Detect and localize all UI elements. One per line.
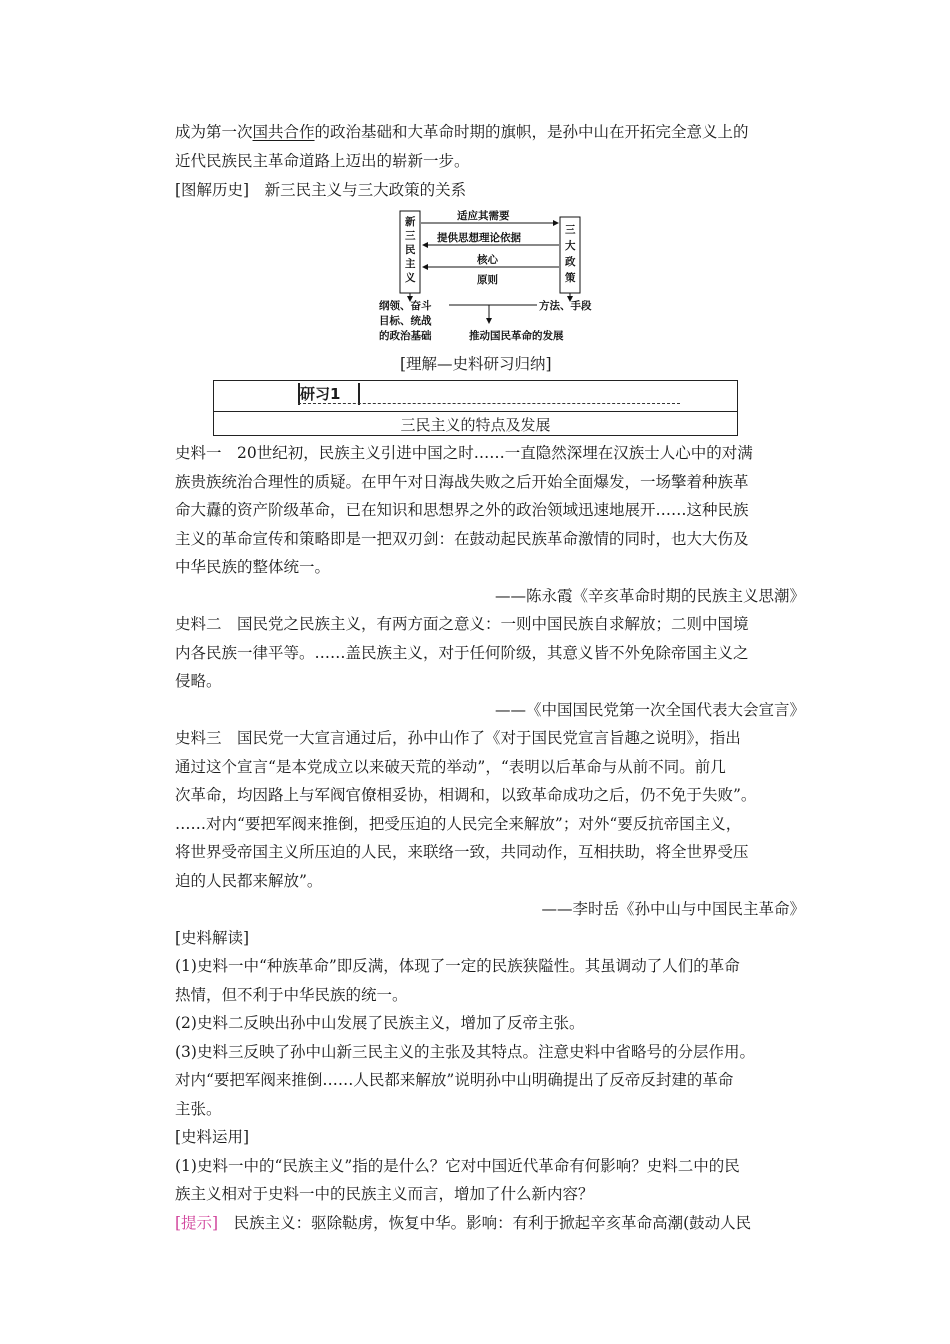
hint-line — [175, 1213, 751, 1233]
left-bottom-2: 的政治基础 — [379, 330, 432, 342]
material3-line: 迫的人民都来解放”。 — [175, 872, 323, 890]
right-char-1: 大 — [565, 240, 576, 252]
application-line: (1)史料一中的“民族主义”指的是什么？它对中国近代革命有何影响？史料二中的民 — [175, 1157, 740, 1175]
material1-line: 族贵族统治合理性的质疑。在甲午对日海战失败之后开始全面爆发，一场擎着种族革 — [175, 473, 749, 491]
intro-line-2: 近代民族民主革命道路上迈出的崭新一步。 — [175, 152, 470, 170]
section-tag: 研习1 — [300, 385, 341, 403]
material1-line: 史料一 20世纪初，民族主义引进中国之时……一直隐然深埋在汉族士人心中的对满 — [175, 444, 753, 462]
left-char-4: 义 — [405, 272, 416, 284]
section-divider — [214, 411, 737, 412]
left-box-label — [405, 215, 416, 284]
interpretation-line: (2)史料二反映出孙中山发展了民族主义，增加了反帝主张。 — [175, 1014, 585, 1032]
center-bottom: 推动国民革命的发展 — [469, 330, 564, 342]
application-line: 族主义相对于史料一中的民族主义而言，增加了什么新内容？ — [175, 1185, 594, 1203]
interpretation-line: 对内“要把军阀来推倒……人民都来解放”说明孙中山明确提出了反帝反封建的革命 — [175, 1071, 734, 1089]
relation-diagram — [375, 205, 615, 355]
arrow-label-0: 适应其需要 — [457, 210, 510, 222]
material1-source: ——陈永霞《辛亥革命时期的民族主义思潮》 — [494, 587, 805, 605]
material2-source: ——《中国国民党第一次全国代表大会宣言》 — [494, 701, 805, 719]
material3-line: 通过这个宣言“是本党成立以来破天荒的举动”，“表明以后革命与从前不同。前几 — [175, 758, 726, 776]
tag-bar-right — [358, 383, 360, 405]
underlined-term: 国共合作 — [252, 123, 315, 141]
arrow-label-2: 核心 — [477, 254, 498, 266]
left-char-3: 主 — [405, 258, 416, 270]
understanding-heading: [理解—史料研习归纳] — [400, 355, 552, 373]
diagram-heading: [图解历史] 新三民主义与三大政策的关系 — [175, 181, 467, 199]
material1-line: 命大纛的资产阶级革命，已在知识和思想界之外的政治领域迅速地展开……这种民族 — [175, 501, 749, 519]
left-bottom-0: 纲领、奋斗 — [379, 300, 432, 312]
interpretation-line: 热情，但不利于中华民族的统一。 — [175, 986, 408, 1004]
left-char-2: 民 — [405, 244, 416, 256]
material3-source: ——李时岳《孙中山与中国民主革命》 — [541, 900, 805, 918]
left-char-1: 三 — [405, 230, 416, 242]
application-heading: [史料运用] — [175, 1128, 250, 1146]
interpretation-line: (1)史料一中“种族革命”即反满，体现了一定的民族狭隘性。其虽调动了人们的革命 — [175, 957, 740, 975]
right-char-0: 三 — [565, 224, 576, 236]
material3-line: 次革命，均因路上与军阀官僚相妥协，相调和，以致革命成功之后，仍不免于失败”。 — [175, 786, 757, 804]
hint-text: 民族主义：驱除鞑虏，恢复中华。影响：有利于掀起辛亥革命高潮(鼓动人民 — [218, 1214, 752, 1232]
section-title: 三民主义的特点及发展 — [400, 416, 551, 434]
material2-line: 史料二 国民党之民族主义，有两方面之意义：一则中国民族自求解放；二则中国境 — [175, 615, 749, 633]
interpretation-line: 主张。 — [175, 1100, 222, 1118]
section-header-box — [213, 380, 738, 436]
material1-line: 中华民族的整体统一。 — [175, 558, 331, 576]
left-bottom-1: 目标、统战 — [379, 315, 432, 327]
material2-line: 内各民族一律平等。……盖民族主义，对于任何阶级，其意义皆不外免除帝国主义之 — [175, 644, 749, 662]
hint-label: [提示] — [175, 1214, 219, 1232]
intro-line-1 — [175, 122, 749, 142]
arrow-label-3: 原则 — [477, 274, 498, 286]
right-box-label — [565, 224, 576, 284]
material3-line: 史料三 国民党一大宣言通过后，孙中山作了《对于国民党宣言旨趣之说明》，指出 — [175, 729, 741, 747]
interpretation-line: (3)史料三反映了孙中山新三民主义的主张及其特点。注意史料中省略号的分层作用。 — [175, 1043, 755, 1061]
material1-line: 主义的革命宣传和策略即是一把双刃剑：在鼓动起民族革命激情的同时，也大大伤及 — [175, 530, 749, 548]
tag-dashed-line — [298, 403, 680, 404]
interpretation-heading: [史料解读] — [175, 929, 250, 947]
right-char-2: 政 — [565, 256, 576, 268]
material3-line: 将世界受帝国主义所压迫的人民，来联络一致，共同动作，互相扶助，将全世界受压 — [175, 843, 749, 861]
left-char-0: 新 — [405, 216, 416, 228]
right-char-3: 策 — [565, 272, 576, 284]
arrow-label-1: 提供思想理论依据 — [437, 232, 521, 244]
material3-line: ……对内“要把军阀来推倒，把受压迫的人民完全来解放”；对外“要反抗帝国主义， — [175, 815, 742, 833]
intro-text: 的政治基础和大革命时期的旗帜，是孙中山在开拓完全意义上的 — [314, 123, 749, 141]
right-bottom: 方法、手段 — [539, 300, 592, 312]
material2-line: 侵略。 — [175, 672, 222, 690]
intro-text: 成为第一次 — [175, 123, 253, 141]
